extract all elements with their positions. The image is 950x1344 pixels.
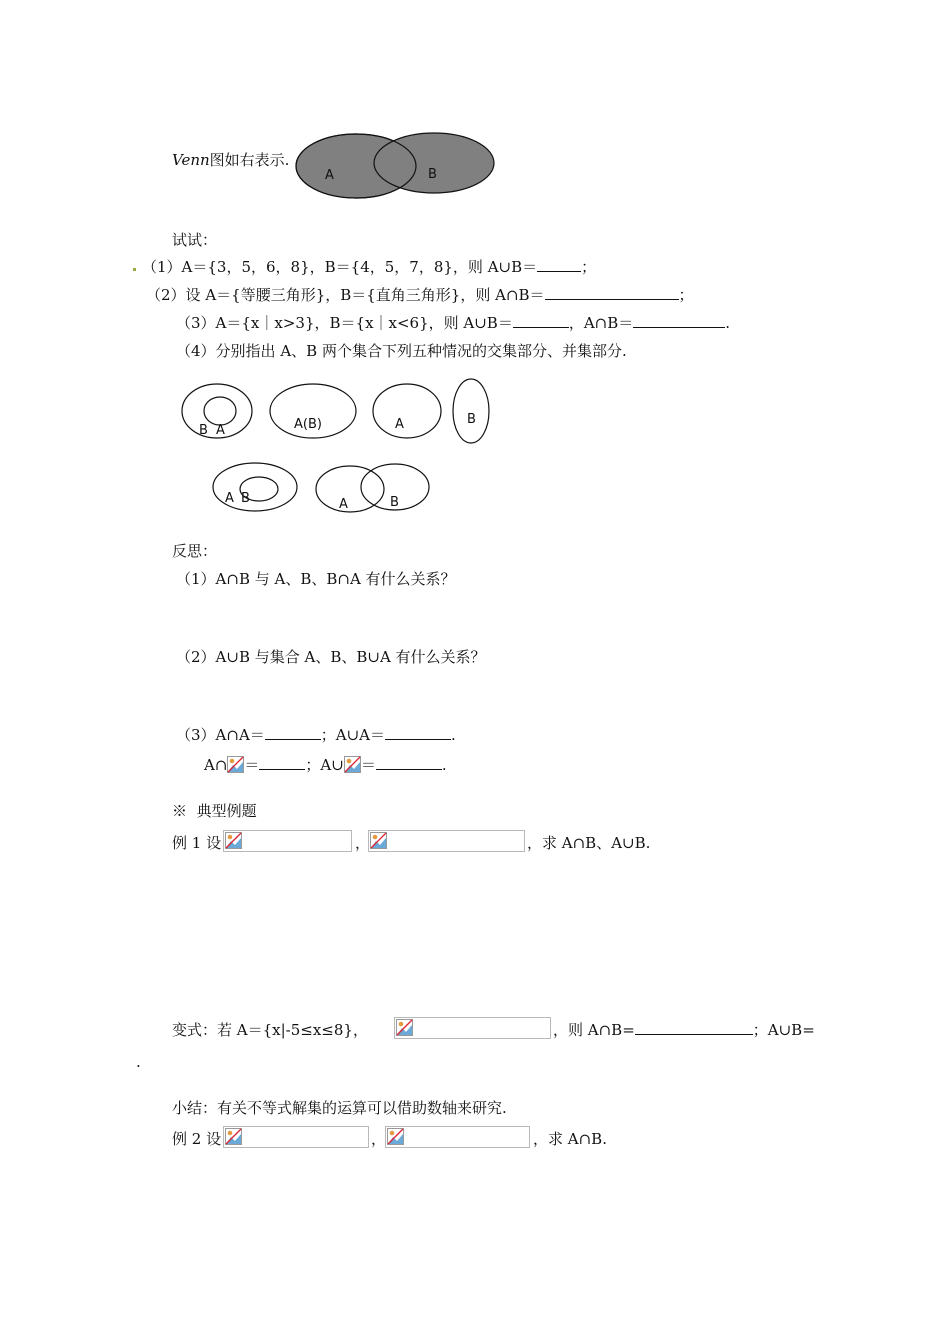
example-1-label: 例 1 设 — [172, 834, 222, 852]
diagram1-label-a: A — [216, 423, 225, 438]
diagram4-label-a: A — [225, 491, 234, 506]
example-2-formula-a — [223, 1126, 369, 1148]
example-1-formula-a — [223, 830, 352, 852]
diagram-disjoint — [373, 379, 489, 443]
q3-end: . — [725, 314, 731, 332]
question-1 — [142, 257, 596, 277]
venn-label-a: A — [325, 168, 334, 183]
r3a-blank1[interactable] — [265, 725, 321, 740]
r3b-text2: ＝ — [244, 756, 260, 774]
diagram-equal-sets — [270, 384, 356, 438]
summary: 小结：有关不等式解集的运算可以借助数轴来研究. — [172, 1099, 507, 1117]
variant-text1: 变式：若 A＝{x|-5≤x≤8}， — [172, 1021, 368, 1039]
q3-blank-intersection[interactable] — [633, 313, 725, 328]
r3a-text2: ；A∪A＝ — [320, 726, 386, 744]
q1-text: A＝{3，5，6，8}，B＝{4，5，7，8}，则 A∪B＝ — [181, 258, 538, 276]
r3b-end: . — [441, 756, 447, 774]
diagram3-label-a: A — [395, 417, 404, 432]
r3b-blank2[interactable] — [376, 755, 442, 770]
broken-image-icon — [344, 756, 361, 773]
variant-rest — [553, 1020, 815, 1040]
venn-label-b: B — [428, 167, 437, 182]
reflect-heading: 反思： — [172, 542, 218, 560]
q2-text: 设 A＝{等腰三角形}，B＝{直角三角形}，则 A∩B＝ — [185, 286, 545, 304]
section-mark: ※ — [172, 802, 188, 820]
q1-number: （1） — [142, 258, 182, 276]
venn-intro-text: 图如右表示. — [209, 151, 290, 169]
venn-shaded-union — [296, 133, 494, 198]
reflect-3a — [176, 725, 456, 745]
example-2-formula-b — [385, 1126, 530, 1148]
q3-text: A＝{x｜x>3}，B＝{x｜x<6}，则 A∪B＝ — [215, 314, 513, 332]
diagram-overlap — [316, 464, 429, 512]
variant-dot: . — [136, 1053, 141, 1071]
r3a-end: . — [451, 726, 456, 744]
reflect-1: （1）A∩B 与 A、B、B∩A 有什么关系？ — [176, 570, 456, 588]
q1-blank[interactable] — [537, 257, 581, 272]
q3-blank-union[interactable] — [513, 313, 569, 328]
broken-image-icon — [396, 1019, 413, 1036]
stray-mark — [133, 268, 136, 271]
r3b-text3: ；A∪ — [305, 756, 344, 774]
broken-image-icon — [225, 1128, 242, 1145]
section-heading — [172, 801, 257, 821]
q1-end: ； — [581, 258, 597, 276]
diagram-b-in-a — [213, 463, 297, 511]
q2-number: （2） — [146, 286, 186, 304]
question-4 — [176, 341, 627, 361]
diagram4-label-b: B — [241, 491, 250, 506]
q3-number: （3） — [176, 314, 216, 332]
broken-image-icon — [227, 756, 244, 773]
example-2-label: 例 2 设 — [172, 1130, 222, 1148]
q2-blank[interactable] — [545, 285, 679, 300]
diagram2-label: A(B) — [294, 417, 322, 432]
diagram5-label-b: B — [390, 495, 399, 510]
q3-mid: ，A∩B＝ — [568, 314, 634, 332]
q4-number: （4） — [176, 342, 216, 360]
diagram-a-in-b — [182, 384, 252, 438]
example-1-comma: ， — [355, 834, 371, 852]
diagram1-label-b: B — [199, 423, 208, 438]
r3b-text1: A∩ — [204, 756, 228, 774]
variant-text3: ；A∪B= — [752, 1021, 815, 1039]
q2-end: ； — [678, 286, 694, 304]
example-1-formula-b — [368, 830, 525, 852]
variant-formula — [394, 1017, 551, 1039]
q4-text: 分别指出 A、B 两个集合下列五种情况的交集部分、并集部分. — [215, 342, 627, 360]
question-2 — [146, 285, 694, 305]
r3a-text1: （3）A∩A＝ — [176, 726, 265, 744]
reflect-3b — [204, 755, 447, 775]
venn-word: Venn — [172, 151, 210, 169]
try-heading: 试试： — [172, 231, 218, 249]
r3b-blank1[interactable] — [259, 755, 305, 770]
section-title: 典型例题 — [196, 802, 257, 820]
example-1-tail: ，求 A∩B、A∪B. — [527, 834, 651, 852]
diagram3-label-b: B — [467, 412, 476, 427]
variant-blank-intersection[interactable] — [635, 1020, 753, 1035]
example-2-comma: ， — [371, 1130, 387, 1148]
r3a-blank2[interactable] — [385, 725, 451, 740]
broken-image-icon — [387, 1128, 404, 1145]
broken-image-icon — [370, 832, 387, 849]
question-3 — [176, 313, 730, 333]
r3b-text4: ＝ — [360, 756, 376, 774]
broken-image-icon — [225, 832, 242, 849]
diagram5-label-a: A — [339, 497, 348, 512]
variant-text2: ，则 A∩B= — [553, 1021, 635, 1039]
example-2-tail: ，求 A∩B. — [533, 1130, 607, 1148]
reflect-2: （2）A∪B 与集合 A、B、B∪A 有什么关系？ — [176, 648, 486, 666]
